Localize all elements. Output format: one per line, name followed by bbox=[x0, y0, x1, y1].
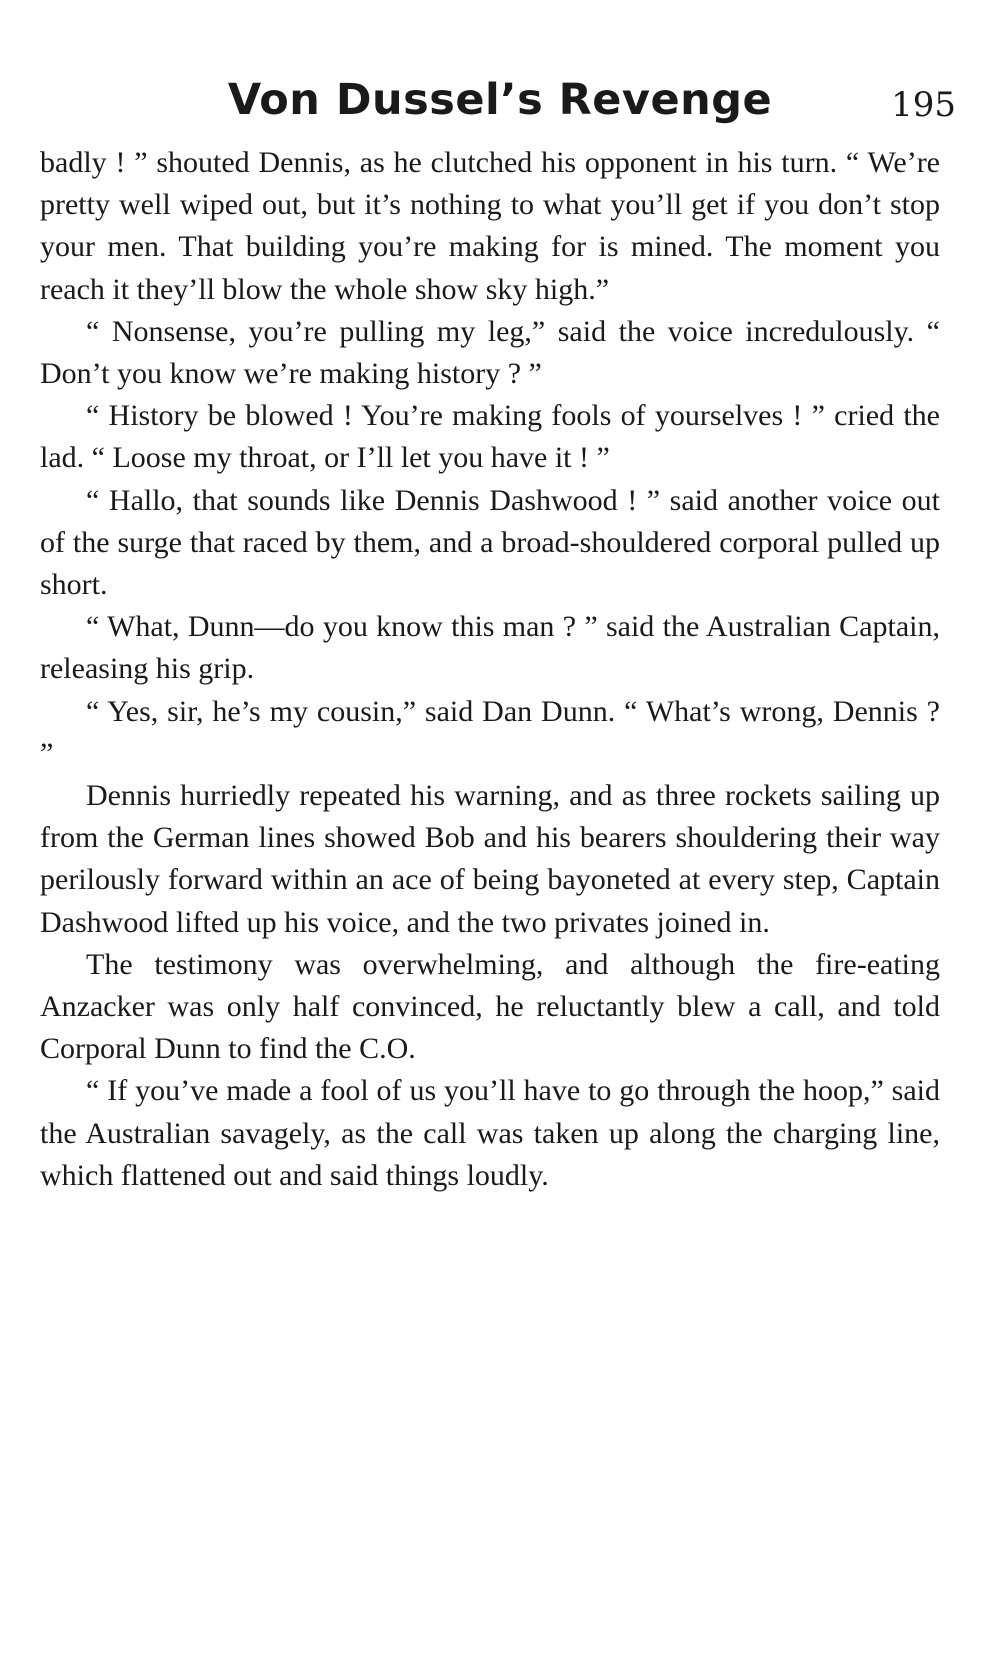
paragraph: The testimony was overwhelming, and although the fire-eating Anzacker was only half convinced, he reluctantly blew a call, and told Corporal Dunn to find the C.O. bbox=[40, 947, 940, 1066]
paragraph: “ Nonsense, you’re pulling my leg,” said the voice incredulously. “ Don’t you know we’re making history ? ” bbox=[40, 314, 940, 391]
paragraph: “ Yes, sir, he’s my cousin,” said Dan Dunn. “ What’s wrong, Dennis ? ” bbox=[40, 694, 940, 770]
page-number: 195 bbox=[891, 85, 956, 125]
paragraph: badly ! ” shouted Dennis, as he clutched his opponent in his turn. “ We’re pretty well wiped out, but it’s nothing to what you’ll get if you don’t stop your men. That building you’re making for is mined. The moment you reach it they’ll blow the whole show sky high.” bbox=[40, 146, 940, 306]
paragraph: “ What, Dunn—do you know this man ? ” said the Australian Captain, releasing his grip. bbox=[40, 610, 940, 686]
running-title: Von Dussel’s Revenge bbox=[227, 75, 773, 125]
paragraph: “ Hallo, that sounds like Dennis Dashwood ! ” said another voice out of the surge that raced by them, and a broad-shouldered corporal pulled up short. bbox=[40, 483, 940, 602]
paragraph: Dennis hurriedly repeated his warning, and as three rockets sailing up from the German lines showed Bob and his bearers shouldering their way perilously forward within an ace of being bayoneted at every step, Captain Dashwood lifted up his voice, and the two privates joined in. bbox=[40, 779, 940, 939]
paragraph: “ History be blowed ! You’re making fools of yourselves ! ” cried the lad. “ Loose my throat, or I’ll let you have it ! ” bbox=[40, 399, 940, 475]
paragraph: “ If you’ve made a fool of us you’ll have to go through the hoop,” said the Australian savagely, as the call was taken up along the charging line, which flattened out and said things loudly. bbox=[40, 1074, 940, 1192]
book-page bbox=[40, 72, 956, 1197]
page-header bbox=[40, 72, 956, 142]
body-text bbox=[40, 142, 940, 1197]
